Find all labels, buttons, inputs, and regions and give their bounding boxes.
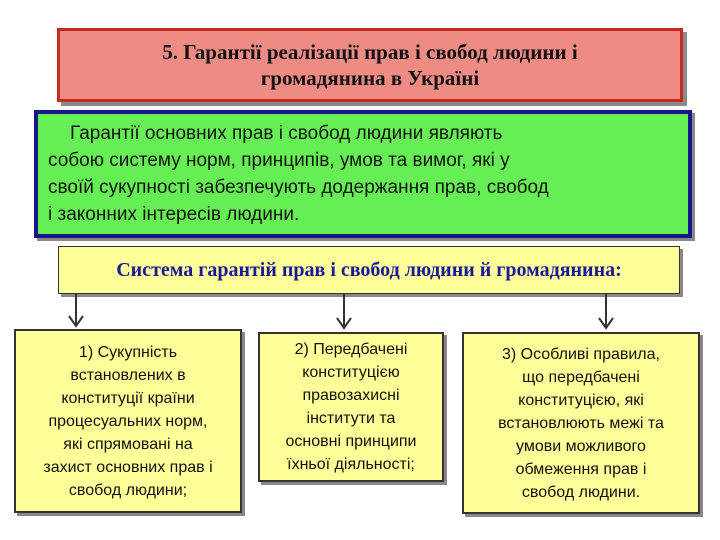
item-2-line: їхньої діяльності;	[287, 456, 415, 473]
item-1-line: конституції країни	[61, 389, 195, 407]
item-2-line: правозахисні	[302, 387, 400, 404]
definition-line-1-text: Гарантії основних прав і свобод людини являють	[70, 123, 503, 144]
arrow-to-item-3	[599, 294, 613, 328]
guarantee-item-1	[14, 329, 242, 513]
item-3-line: обмеження прав і	[515, 460, 647, 478]
item-3-line: що передбачені	[522, 368, 640, 386]
item-3-line: встановлюють межі та	[498, 414, 664, 432]
item-1-line: встановлених в	[70, 366, 186, 384]
definition-line-3: своїй сукупності забезпечують додержання прав, свобод	[48, 177, 549, 198]
item-1-line: свобод людини;	[68, 481, 188, 499]
definition-line-2: собою систему норм, принципів, умов та вимог, які у	[48, 150, 510, 171]
item-1-line: процесуальних норм,	[48, 412, 208, 430]
section-title-line-2: громадянина в Україні	[260, 66, 480, 90]
item-2-line: 2) Передбачені	[294, 341, 408, 358]
arrow-to-item-2	[337, 294, 351, 328]
item-3-line: конституцією, які	[518, 391, 644, 409]
arrow-to-item-1	[69, 294, 83, 326]
guarantee-item-2	[258, 332, 444, 482]
item-2-line: інститути та	[306, 410, 396, 427]
item-2-line: конституцією	[302, 364, 400, 381]
item-1-line: захист основних прав і	[43, 458, 213, 476]
definition-line-4: і законних інтересів людини.	[48, 204, 300, 225]
item-3-line: умови можливого	[516, 437, 646, 455]
item-1-line: 1) Сукупність	[78, 343, 178, 361]
item-1-line: які спрямовані на	[63, 435, 193, 453]
system-heading: Система гарантій прав і свобод людини й громадянина:	[116, 258, 622, 281]
item-3-line: свобод людини.	[521, 483, 641, 501]
item-3-line: 3) Особливі правила,	[501, 345, 660, 363]
guarantee-item-3	[462, 332, 700, 514]
item-2-line: основні принципи	[285, 433, 417, 450]
section-title-line-1: 5. Гарантії реалізації прав і свобод людини і	[162, 40, 578, 64]
